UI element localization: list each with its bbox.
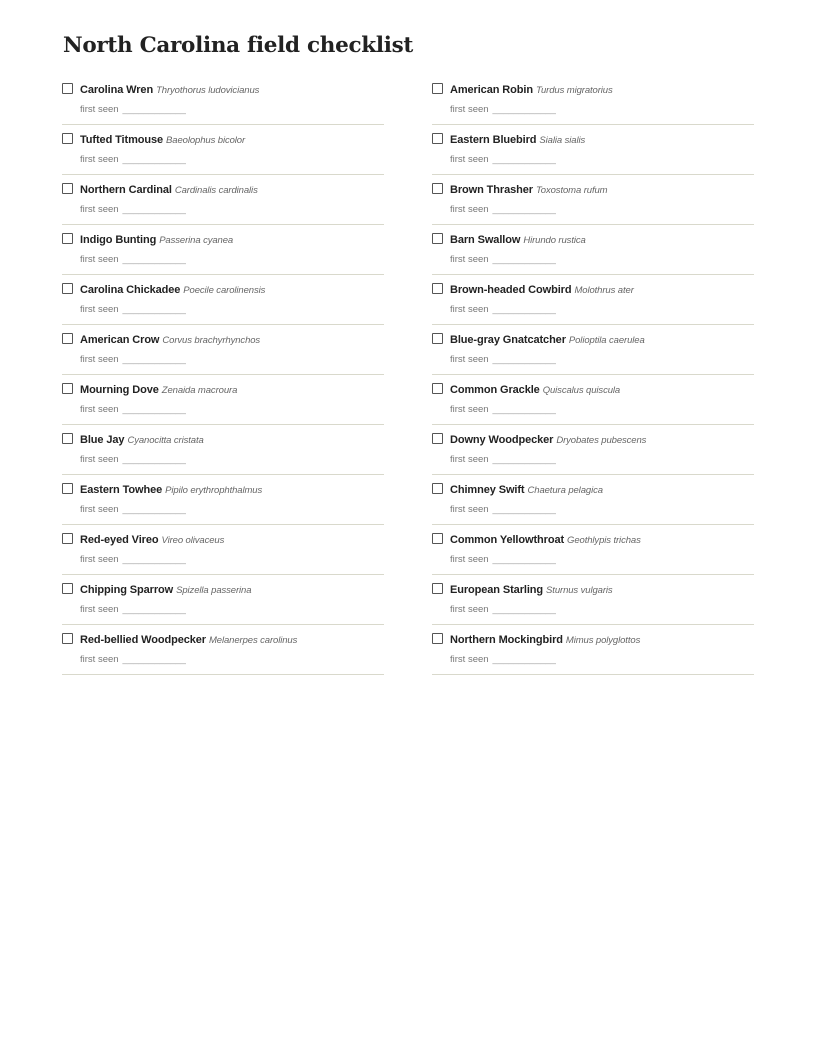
- checkbox[interactable]: [62, 83, 73, 94]
- species-common-name: Brown-headed Cowbird: [450, 284, 572, 296]
- species-line: [80, 531, 224, 548]
- checkbox[interactable]: [62, 233, 73, 244]
- first-seen-line: [450, 253, 556, 267]
- species-line: [450, 231, 586, 248]
- first-seen-label: first seen: [80, 354, 119, 365]
- species-common-name: Chimney Swift: [450, 484, 525, 496]
- first-seen-blank[interactable]: ____________: [122, 254, 186, 265]
- species-line: [80, 81, 259, 98]
- checklist-item: [432, 175, 754, 225]
- species-line: [450, 581, 613, 598]
- species-line: [80, 581, 251, 598]
- checklist-item: [432, 225, 754, 275]
- species-common-name: Red-eyed Vireo: [80, 534, 159, 546]
- checklist-column-left: [62, 75, 384, 675]
- first-seen-label: first seen: [80, 254, 119, 265]
- species-scientific-name: Cardinalis cardinalis: [174, 185, 258, 196]
- first-seen-label: first seen: [450, 454, 489, 465]
- first-seen-line: [80, 453, 186, 467]
- first-seen-line: [80, 253, 186, 267]
- species-line: [80, 431, 204, 448]
- first-seen-line: [80, 153, 186, 167]
- first-seen-label: first seen: [450, 204, 489, 215]
- checklist-item: [62, 275, 384, 325]
- species-line: [450, 431, 646, 448]
- page-title: North Carolina field checklist: [63, 33, 414, 58]
- first-seen-line: [450, 353, 556, 367]
- first-seen-blank[interactable]: ____________: [492, 554, 556, 565]
- first-seen-label: first seen: [80, 304, 119, 315]
- first-seen-line: [450, 503, 556, 517]
- species-scientific-name: Zenaida macroura: [161, 385, 238, 396]
- species-common-name: Chipping Sparrow: [80, 584, 174, 596]
- first-seen-line: [450, 453, 556, 467]
- species-line: [450, 181, 608, 198]
- species-common-name: Brown Thrasher: [450, 184, 533, 196]
- species-line: [80, 281, 265, 298]
- first-seen-blank[interactable]: ____________: [122, 304, 186, 315]
- first-seen-blank[interactable]: ____________: [492, 104, 556, 115]
- species-common-name: European Starling: [450, 584, 544, 596]
- species-scientific-name: Mimus polyglottos: [565, 635, 641, 646]
- first-seen-label: first seen: [450, 504, 489, 515]
- species-scientific-name: Sialia sialis: [539, 135, 586, 146]
- species-line: [450, 631, 640, 648]
- checklist-item: [432, 575, 754, 625]
- checklist-item: [62, 75, 384, 125]
- first-seen-label: first seen: [450, 404, 489, 415]
- first-seen-blank[interactable]: ____________: [122, 504, 186, 515]
- checkbox[interactable]: [432, 83, 443, 94]
- checkbox[interactable]: [62, 383, 73, 394]
- checklist-item: [432, 425, 754, 475]
- species-line: [450, 481, 603, 498]
- species-line: [80, 231, 233, 248]
- species-common-name: Blue-gray Gnatcatcher: [450, 334, 566, 346]
- checklist-item: [62, 175, 384, 225]
- species-common-name: Common Yellowthroat: [450, 534, 565, 546]
- checkbox[interactable]: [62, 183, 73, 194]
- checklist-item: [62, 575, 384, 625]
- first-seen-line: [80, 303, 186, 317]
- species-common-name: Barn Swallow: [450, 234, 521, 246]
- checklist-item: [62, 525, 384, 575]
- first-seen-blank[interactable]: ____________: [492, 404, 556, 415]
- first-seen-label: first seen: [80, 404, 119, 415]
- checklist-item: [432, 75, 754, 125]
- checklist-item: [432, 125, 754, 175]
- checkbox[interactable]: [62, 583, 73, 594]
- first-seen-blank[interactable]: ____________: [122, 404, 186, 415]
- species-scientific-name: Molothrus ater: [574, 285, 634, 296]
- first-seen-line: [80, 203, 186, 217]
- species-scientific-name: Baeolophus bicolor: [166, 135, 246, 146]
- first-seen-blank[interactable]: ____________: [492, 504, 556, 515]
- species-common-name: Carolina Wren: [80, 84, 154, 96]
- first-seen-blank[interactable]: ____________: [492, 304, 556, 315]
- first-seen-line: [450, 403, 556, 417]
- first-seen-label: first seen: [450, 304, 489, 315]
- species-line: [80, 181, 258, 198]
- species-scientific-name: Melanerpes carolinus: [208, 635, 298, 646]
- checkbox[interactable]: [62, 133, 73, 144]
- species-scientific-name: Geothlypis trichas: [567, 535, 641, 546]
- checkbox[interactable]: [62, 483, 73, 494]
- first-seen-blank[interactable]: ____________: [492, 204, 556, 215]
- species-common-name: Indigo Bunting: [80, 234, 157, 246]
- species-common-name: Tufted Titmouse: [80, 134, 164, 146]
- first-seen-line: [80, 103, 186, 117]
- species-line: [450, 331, 645, 348]
- checkbox[interactable]: [432, 133, 443, 144]
- species-line: [80, 631, 297, 648]
- species-line: [450, 81, 613, 98]
- first-seen-blank[interactable]: ____________: [492, 654, 556, 665]
- first-seen-line: [450, 153, 556, 167]
- first-seen-blank[interactable]: ____________: [122, 554, 186, 565]
- checkbox[interactable]: [432, 383, 443, 394]
- checkbox[interactable]: [432, 483, 443, 494]
- species-scientific-name: Toxostoma rufum: [535, 185, 608, 196]
- species-scientific-name: Polioptila caerulea: [568, 335, 645, 346]
- first-seen-label: first seen: [450, 254, 489, 265]
- species-line: [80, 131, 245, 148]
- checkbox[interactable]: [62, 533, 73, 544]
- first-seen-label: first seen: [80, 654, 119, 665]
- first-seen-blank[interactable]: ____________: [492, 254, 556, 265]
- species-common-name: Northern Mockingbird: [450, 634, 563, 646]
- species-line: [450, 531, 641, 548]
- first-seen-line: [80, 653, 186, 667]
- species-line: [450, 381, 620, 398]
- first-seen-blank[interactable]: ____________: [492, 454, 556, 465]
- checklist-item: [62, 125, 384, 175]
- checklist-item: [432, 525, 754, 575]
- species-scientific-name: Vireo olivaceus: [161, 535, 225, 546]
- species-scientific-name: Spizella passerina: [176, 585, 252, 596]
- first-seen-label: first seen: [450, 354, 489, 365]
- first-seen-blank[interactable]: ____________: [122, 354, 186, 365]
- checkbox[interactable]: [432, 183, 443, 194]
- species-common-name: Eastern Towhee: [80, 484, 163, 496]
- first-seen-label: first seen: [450, 104, 489, 115]
- species-common-name: Blue Jay: [80, 434, 125, 446]
- first-seen-blank[interactable]: ____________: [492, 154, 556, 165]
- first-seen-label: first seen: [450, 654, 489, 665]
- species-scientific-name: Pipilo erythrophthalmus: [165, 485, 263, 496]
- first-seen-blank[interactable]: ____________: [492, 354, 556, 365]
- checklist-item: [432, 375, 754, 425]
- species-scientific-name: Corvus brachyrhynchos: [162, 335, 261, 346]
- checkbox[interactable]: [432, 233, 443, 244]
- first-seen-line: [80, 553, 186, 567]
- species-line: [450, 281, 634, 298]
- first-seen-blank[interactable]: ____________: [122, 104, 186, 115]
- checklist-item: [432, 275, 754, 325]
- checkbox[interactable]: [432, 333, 443, 344]
- species-common-name: Mourning Dove: [80, 384, 159, 396]
- checkbox[interactable]: [432, 533, 443, 544]
- first-seen-line: [450, 203, 556, 217]
- species-line: [80, 331, 260, 348]
- first-seen-label: first seen: [80, 554, 119, 565]
- species-common-name: Downy Woodpecker: [450, 434, 554, 446]
- first-seen-blank[interactable]: ____________: [492, 604, 556, 615]
- first-seen-line: [450, 303, 556, 317]
- first-seen-label: first seen: [450, 604, 489, 615]
- checkbox[interactable]: [432, 583, 443, 594]
- checklist-item: [432, 475, 754, 525]
- species-scientific-name: Cyanocitta cristata: [127, 435, 204, 446]
- checkbox[interactable]: [62, 433, 73, 444]
- checklist-item: [62, 625, 384, 675]
- first-seen-line: [450, 103, 556, 117]
- species-scientific-name: Hirundo rustica: [523, 235, 586, 246]
- first-seen-label: first seen: [450, 154, 489, 165]
- first-seen-label: first seen: [80, 154, 119, 165]
- first-seen-line: [80, 503, 186, 517]
- first-seen-line: [80, 403, 186, 417]
- checklist-item: [62, 325, 384, 375]
- species-scientific-name: Passerina cyanea: [159, 235, 234, 246]
- checkbox[interactable]: [432, 633, 443, 644]
- species-scientific-name: Turdus migratorius: [535, 85, 613, 96]
- checklist-column-right: [432, 75, 754, 675]
- first-seen-label: first seen: [80, 504, 119, 515]
- checklist-item: [62, 425, 384, 475]
- checklist-item: [432, 625, 754, 675]
- species-scientific-name: Dryobates pubescens: [556, 435, 647, 446]
- species-scientific-name: Sturnus vulgaris: [546, 585, 613, 596]
- first-seen-label: first seen: [80, 104, 119, 115]
- species-scientific-name: Quiscalus quiscula: [542, 385, 621, 396]
- species-common-name: American Crow: [80, 334, 160, 346]
- first-seen-label: first seen: [80, 604, 119, 615]
- checklist-item: [432, 325, 754, 375]
- species-scientific-name: Poecile carolinensis: [183, 285, 266, 296]
- checkbox[interactable]: [62, 283, 73, 294]
- first-seen-line: [450, 553, 556, 567]
- first-seen-line: [80, 353, 186, 367]
- first-seen-blank[interactable]: ____________: [122, 454, 186, 465]
- first-seen-line: [450, 603, 556, 617]
- checklist-item: [62, 475, 384, 525]
- checklist-item: [62, 225, 384, 275]
- first-seen-blank[interactable]: ____________: [122, 154, 186, 165]
- first-seen-blank[interactable]: ____________: [122, 204, 186, 215]
- checkbox[interactable]: [62, 633, 73, 644]
- species-common-name: American Robin: [450, 84, 533, 96]
- species-common-name: Northern Cardinal: [80, 184, 172, 196]
- first-seen-label: first seen: [80, 454, 119, 465]
- species-common-name: Common Grackle: [450, 384, 540, 396]
- first-seen-label: first seen: [450, 554, 489, 565]
- species-scientific-name: Chaetura pelagica: [527, 485, 603, 496]
- species-line: [80, 481, 262, 498]
- first-seen-blank[interactable]: ____________: [122, 604, 186, 615]
- first-seen-line: [450, 653, 556, 667]
- first-seen-line: [80, 603, 186, 617]
- checkbox[interactable]: [432, 283, 443, 294]
- checkbox[interactable]: [432, 433, 443, 444]
- species-line: [450, 131, 585, 148]
- checkbox[interactable]: [62, 333, 73, 344]
- checklist-item: [62, 375, 384, 425]
- species-scientific-name: Thryothorus ludovicianus: [156, 85, 260, 96]
- first-seen-label: first seen: [80, 204, 119, 215]
- first-seen-blank[interactable]: ____________: [122, 654, 186, 665]
- species-common-name: Carolina Chickadee: [80, 284, 181, 296]
- species-common-name: Red-bellied Woodpecker: [80, 634, 206, 646]
- species-common-name: Eastern Bluebird: [450, 134, 537, 146]
- species-line: [80, 381, 237, 398]
